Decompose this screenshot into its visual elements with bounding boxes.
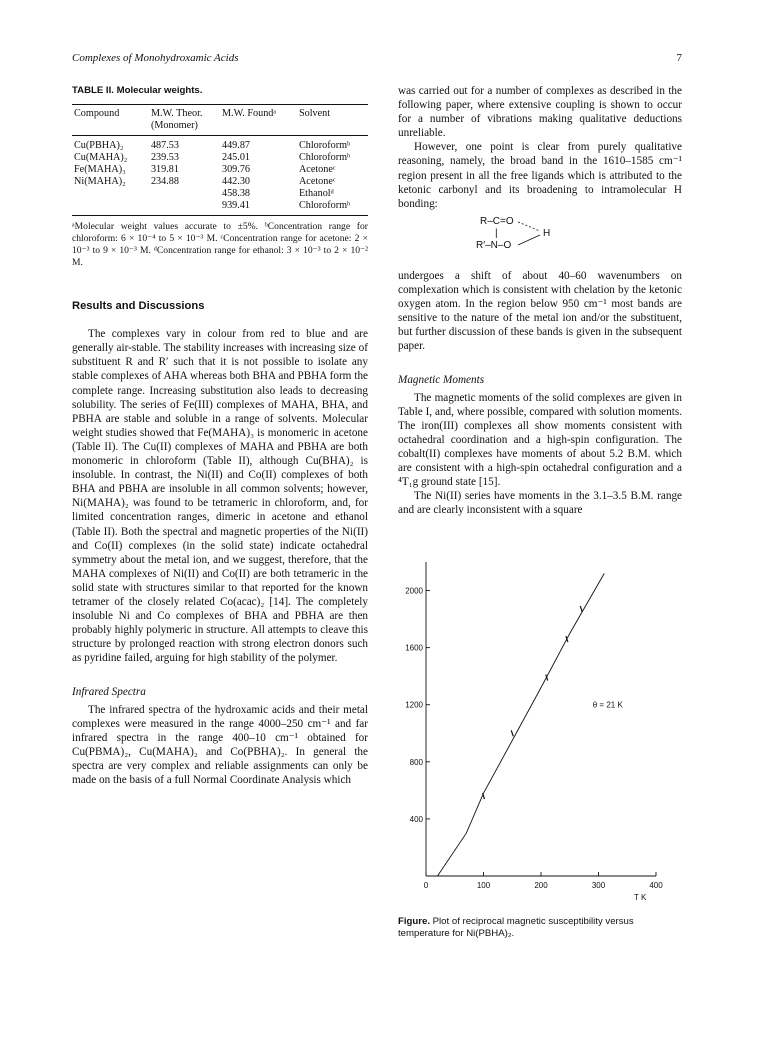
cell (72, 200, 149, 216)
infrared-paragraph: The infrared spectra of the hydroxamic acids and their metal complexes were measured in the range 4000–250 cm⁻¹ and far infrared spectra in the range 400–10 cm⁻¹ obtained for Cu(PBMA)₂, Cu(MAHA)₂ and Co(PBHA)₂. In general the spectra are very complex and reliable assignments can only be made on the basis of a full Normal Coordinate Analysis which (72, 703, 368, 786)
y-tick-label: 800 (409, 757, 423, 767)
col-header: M.W. Theor. (Monomer) (149, 105, 220, 136)
y-tick-label: 1600 (405, 643, 423, 653)
y-tick-label: 400 (409, 814, 423, 824)
running-title: Complexes of Monohydroxamic Acids (72, 52, 239, 64)
data-point (580, 606, 582, 612)
structure-hydrogen: H (543, 227, 551, 239)
cell: 239.53 (150, 152, 179, 164)
cell: Cu(MAHA)₂ (74, 152, 128, 164)
x-axis-label: T K (634, 893, 647, 902)
cell: 245.01 (221, 152, 250, 164)
cell: 309.76 (221, 164, 250, 176)
theta-annotation: θ = 21 K (592, 700, 623, 710)
cell: 487.53 (150, 140, 179, 152)
table-footnote: ᵃMolecular weight values accurate to ±5%. ᵇConcentration range for chloroform: 6 × 10⁻⁴ to 5 × 10⁻³ M. ᶜConcentration range for acetone: 2 × 10⁻³ to 9 × 10⁻³ M. ᵈConcentration range for ethanol: 3 × 10⁻³ to 2 × 10⁻² M. (72, 221, 368, 269)
hbond-dashes (398, 211, 682, 269)
molecular-weights-table (72, 104, 368, 216)
page-number: 7 (676, 52, 682, 64)
series-line (438, 573, 605, 876)
table-row (72, 164, 368, 176)
cell: 234.88 (150, 176, 179, 188)
left-column (72, 84, 368, 787)
y-tick-label: 1200 (405, 700, 423, 710)
x-tick-label: 100 (476, 881, 491, 890)
right-paragraph-2: However, one point is clear from purely qualitative reasoning, namely, the broad band in the 1610–1585 cm⁻¹ region present in all the free ligands which is attributed to the ketonic carbonyl and its broadening to intramolecular H bonding: (398, 141, 682, 210)
cell: Ethanolᵈ (298, 188, 334, 200)
table-row (72, 176, 368, 188)
x-tick-label: 200 (534, 881, 548, 890)
magnetic-paragraph-2: The Ni(II) series have moments in the 3.1–3.5 B.M. range and are clearly inconsistent with a square (398, 490, 682, 517)
table-caption: TABLE II. Molecular weights. (72, 85, 203, 96)
cell: Chloroformᵇ (297, 200, 368, 216)
cell: 319.81 (150, 164, 179, 176)
right-paragraph-1: was carried out for a number of complexes as described in the following paper, where extensive coupling is shown to occur for a number of vibrations making qualitative deductions unreliable. (398, 85, 682, 140)
col-header: M.W. Foundᵃ (220, 105, 297, 136)
cell (149, 188, 220, 200)
cell: 939.41 (220, 200, 297, 216)
structure-bond: | (495, 227, 498, 239)
cell (72, 188, 149, 200)
x-tick-label: 0 (423, 881, 429, 890)
y-tick-label: 2000 (405, 586, 423, 596)
running-header (72, 52, 682, 64)
cell: Chloroformᵇ (298, 152, 351, 164)
cell: 442.30 (221, 176, 250, 188)
results-paragraph: The complexes vary in colour from red to blue and are generally air-stable. The stability increases with increasing size of substituent R and R′ such that it is not possible to isolate any stable complexes of AHA whereas both BHA and PBHA form the complete range. Increasing substitution also leads to decreasing solubility. The series of Fe(III) complexes of MAHA, BHA, and PBHA are stable and soluble in a range of solvents. Molecular weight studies showed that Fe(MAHA)₃ is monomeric in acetone (Table II). The Cu(II) complexes of MAHA and PBHA are both monomeric in chloroform (Table II), although Cu(BHA)₂ is insoluble. In contrast, the Ni(II) and Co(II) complexes of both BHA and PBHA are insoluble in all common solvents; however, Ni(MAHA)₂ was found to be tetrameric in chloroform, and, for limited concentration ranges, dimeric in acetone and ethanol (Table II). Both the spectral and magnetic properties of the Ni(II) and Co(II) complexes (in the solid state) indicate octahedral symmetry about the metal ion, and we suggest, therefore, that the MAHA complexes of Ni(II) and Co(II) are both tetrameric in the solid state with structures similar to that reported for the known tetramer of the closely related Co(acac)₂ [14]. The completely insoluble Ni and Co complexes of BHA and PBHA are then probably highly polymeric in structure. All attempts to cleave this structure by prolonged reaction with strong electron donors such as pyridine failed, arguing for high stability of the polymer. (72, 328, 368, 665)
cell: 449.87 (221, 140, 250, 152)
figure-caption (398, 916, 682, 940)
table-row (72, 188, 368, 200)
cell: Acetoneᶜ (298, 164, 336, 176)
susceptibility-plot (398, 554, 688, 914)
cell: 458.38 (221, 188, 250, 200)
table-row (72, 152, 368, 164)
infrared-heading: Infrared Spectra (72, 686, 146, 699)
cell: Cu(PBHA)₂ (74, 140, 124, 152)
figure-label: Figure. (398, 916, 430, 927)
structure-line-3: R′–N–O (476, 239, 512, 251)
magnetic-paragraph-1: The magnetic moments of the solid complexes are given in Table I, and, where possible, compared with solution moments. The iron(III) complexes all show moments consistent with octahedral coordination and a high-spin configuration. The cobalt(II) complexes have moments of about 5.2 B.M. which are consistent with a high-spin octahedral configuration and a ⁴T₁g ground state [15]. (398, 391, 682, 489)
col-header: Compound (72, 105, 149, 136)
data-point (511, 730, 513, 736)
right-column (398, 84, 682, 517)
cell: Ni(MAHA)₂ (74, 176, 126, 188)
table-row (72, 200, 368, 216)
col-header: Solvent (297, 105, 368, 136)
table-row (72, 136, 368, 153)
results-heading: Results and Discussions (72, 300, 205, 313)
figure-caption-text: Plot of reciprocal magnetic susceptibility versus temperature for Ni(PBHA)₂. (398, 916, 634, 939)
plot-svg (398, 554, 688, 914)
cell (149, 200, 220, 216)
structure-line-1: R–C=O (480, 215, 514, 227)
right-paragraph-3: undergoes a shift of about 40–60 wavenumbers on complexation which is consistent with chelation by the ketonic oxygen atom. In the region below 950 cm⁻¹ most bands are sensitive to the nature of the metal ion and/or the substituent, but further discussion of these bands is given in the subsequent paper. (398, 269, 682, 353)
magnetic-heading: Magnetic Moments (398, 374, 485, 387)
cell: Acetoneᶜ (298, 176, 336, 188)
cell: Fe(MAHA)₃ (74, 164, 126, 176)
cell: Chloroformᵇ (298, 140, 351, 152)
x-tick-label: 300 (591, 881, 606, 890)
x-tick-label: 400 (649, 881, 663, 890)
chemical-structure (398, 211, 682, 269)
